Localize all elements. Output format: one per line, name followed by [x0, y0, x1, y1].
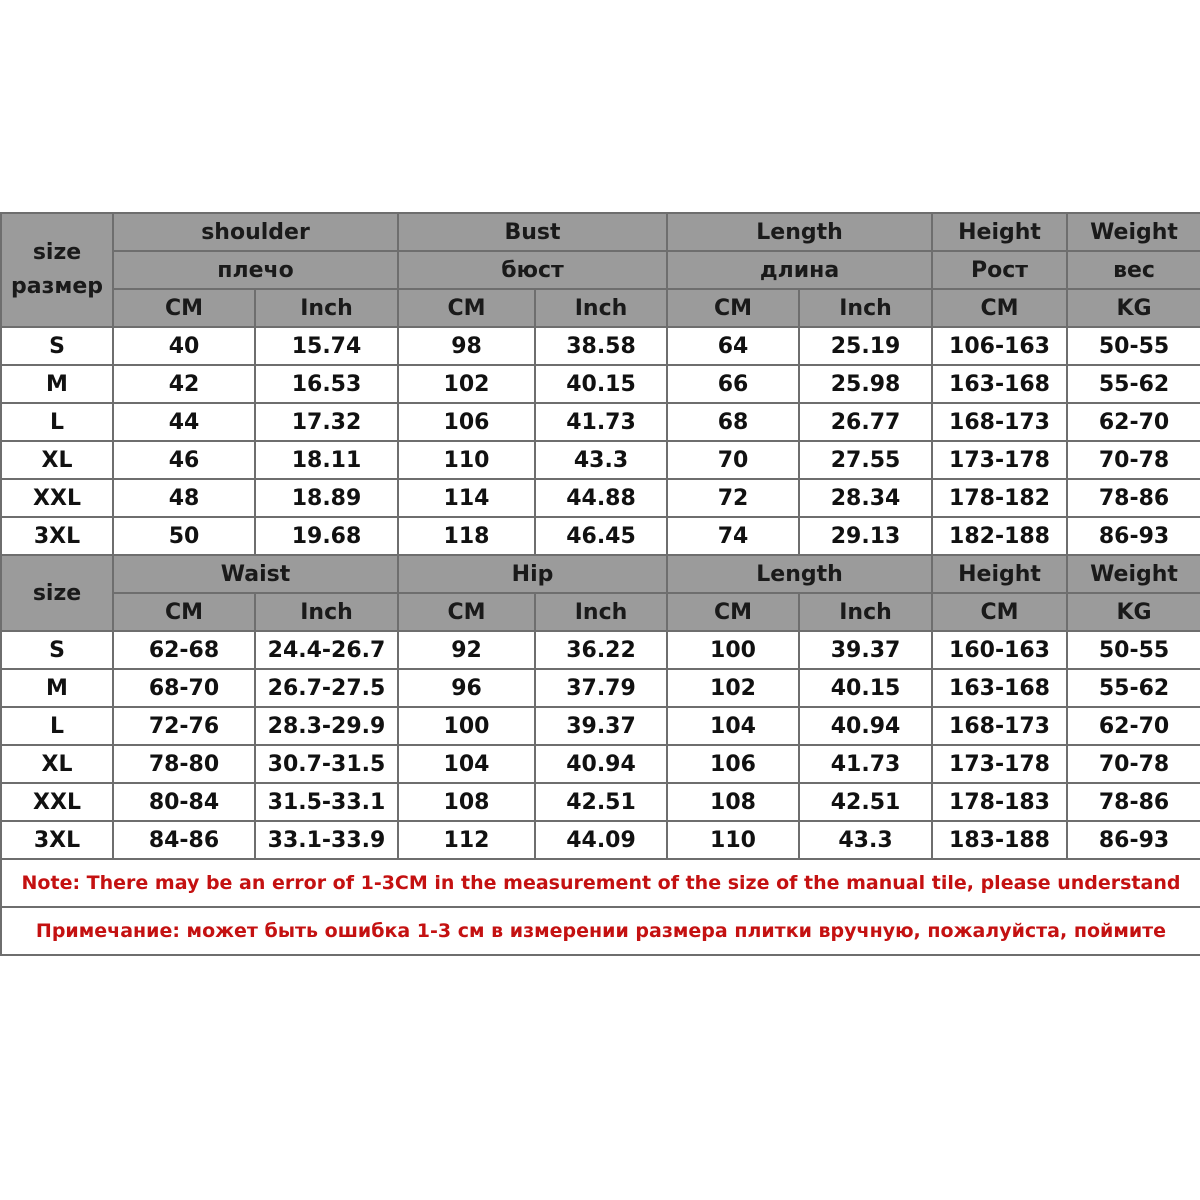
weight-header: Weight — [1067, 213, 1200, 251]
value-cell: 39.37 — [535, 707, 667, 745]
note-en-row — [1, 859, 1200, 907]
value-cell: 31.5-33.1 — [255, 783, 398, 821]
value-cell: 78-86 — [1067, 783, 1200, 821]
value-cell: 160-163 — [932, 631, 1067, 669]
value-cell: 28.3-29.9 — [255, 707, 398, 745]
value-cell: 104 — [398, 745, 535, 783]
note-ru: Примечание: может быть ошибка 1-3 см в измерении размера плитки вручную, пожалуйста, поймите — [1, 907, 1200, 955]
unit-header-cell: Inch — [799, 289, 932, 327]
value-cell: 72 — [667, 479, 799, 517]
value-cell: 78-80 — [113, 745, 255, 783]
value-cell: 168-173 — [932, 403, 1067, 441]
bust-header-ru: бюст — [398, 251, 667, 289]
value-cell: 16.53 — [255, 365, 398, 403]
table-row — [1, 669, 1200, 707]
value-cell: 70-78 — [1067, 441, 1200, 479]
table-row — [1, 517, 1200, 555]
value-cell: 25.98 — [799, 365, 932, 403]
value-cell: 68-70 — [113, 669, 255, 707]
table-row — [1, 745, 1200, 783]
value-cell: 36.22 — [535, 631, 667, 669]
value-cell: 50 — [113, 517, 255, 555]
value-cell: 108 — [667, 783, 799, 821]
table-row — [1, 365, 1200, 403]
value-cell: 110 — [398, 441, 535, 479]
value-cell: 96 — [398, 669, 535, 707]
value-cell: 33.1-33.9 — [255, 821, 398, 859]
length-header-ru: длина — [667, 251, 932, 289]
height-header: Height — [932, 213, 1067, 251]
size-cell: S — [1, 631, 113, 669]
unit-header-cell: CM — [932, 593, 1067, 631]
value-cell: 28.34 — [799, 479, 932, 517]
table-row — [1, 479, 1200, 517]
value-cell: 40.15 — [535, 365, 667, 403]
value-cell: 178-183 — [932, 783, 1067, 821]
shoulder-header-ru: плечо — [113, 251, 398, 289]
value-cell: 100 — [667, 631, 799, 669]
value-cell: 27.55 — [799, 441, 932, 479]
value-cell: 43.3 — [799, 821, 932, 859]
value-cell: 106 — [667, 745, 799, 783]
value-cell: 74 — [667, 517, 799, 555]
size-label-ru: размер — [10, 274, 104, 299]
table-row — [1, 327, 1200, 365]
value-cell: 80-84 — [113, 783, 255, 821]
unit-header-cell: KG — [1067, 593, 1200, 631]
note-ru-row — [1, 907, 1200, 955]
value-cell: 42 — [113, 365, 255, 403]
value-cell: 70 — [667, 441, 799, 479]
length-header: Length — [667, 213, 932, 251]
unit-header-cell: Inch — [255, 593, 398, 631]
value-cell: 163-168 — [932, 365, 1067, 403]
value-cell: 15.74 — [255, 327, 398, 365]
size-header-cell-2: size — [1, 555, 113, 631]
value-cell: 110 — [667, 821, 799, 859]
weight-header-2: Weight — [1067, 555, 1200, 593]
weight-header-ru: вес — [1067, 251, 1200, 289]
value-cell: 55-62 — [1067, 669, 1200, 707]
unit-header-cell: Inch — [535, 289, 667, 327]
value-cell: 108 — [398, 783, 535, 821]
size-cell: L — [1, 403, 113, 441]
value-cell: 106-163 — [932, 327, 1067, 365]
value-cell: 183-188 — [932, 821, 1067, 859]
unit-header-cell: CM — [932, 289, 1067, 327]
size-header-cell — [1, 213, 113, 327]
value-cell: 44 — [113, 403, 255, 441]
value-cell: 70-78 — [1067, 745, 1200, 783]
size-cell: 3XL — [1, 517, 113, 555]
value-cell: 50-55 — [1067, 631, 1200, 669]
value-cell: 78-86 — [1067, 479, 1200, 517]
value-cell: 46.45 — [535, 517, 667, 555]
unit-header-cell: Inch — [535, 593, 667, 631]
value-cell: 102 — [398, 365, 535, 403]
value-cell: 163-168 — [932, 669, 1067, 707]
value-cell: 44.09 — [535, 821, 667, 859]
unit-header-cell: CM — [398, 593, 535, 631]
table-row — [1, 403, 1200, 441]
table1-header-ru-row — [1, 251, 1200, 289]
size-cell: XL — [1, 441, 113, 479]
value-cell: 44.88 — [535, 479, 667, 517]
size-chart-table — [0, 212, 1200, 956]
value-cell: 30.7-31.5 — [255, 745, 398, 783]
table-row — [1, 821, 1200, 859]
value-cell: 18.11 — [255, 441, 398, 479]
value-cell: 26.7-27.5 — [255, 669, 398, 707]
value-cell: 112 — [398, 821, 535, 859]
unit-header-cell: Inch — [799, 593, 932, 631]
value-cell: 72-76 — [113, 707, 255, 745]
table1-body — [1, 327, 1200, 555]
value-cell: 38.58 — [535, 327, 667, 365]
value-cell: 62-70 — [1067, 707, 1200, 745]
value-cell: 37.79 — [535, 669, 667, 707]
unit-header-cell: CM — [667, 593, 799, 631]
table1-units-row — [1, 289, 1200, 327]
value-cell: 19.68 — [255, 517, 398, 555]
value-cell: 17.32 — [255, 403, 398, 441]
unit-header-cell: Inch — [255, 289, 398, 327]
size-cell: M — [1, 669, 113, 707]
value-cell: 18.89 — [255, 479, 398, 517]
value-cell: 104 — [667, 707, 799, 745]
size-cell: L — [1, 707, 113, 745]
unit-header-cell: CM — [113, 289, 255, 327]
hip-header: Hip — [398, 555, 667, 593]
table2-units-row — [1, 593, 1200, 631]
table-row — [1, 631, 1200, 669]
value-cell: 114 — [398, 479, 535, 517]
waist-header: Waist — [113, 555, 398, 593]
value-cell: 92 — [398, 631, 535, 669]
value-cell: 24.4-26.7 — [255, 631, 398, 669]
size-cell: M — [1, 365, 113, 403]
table-row — [1, 441, 1200, 479]
value-cell: 100 — [398, 707, 535, 745]
size-cell: XL — [1, 745, 113, 783]
value-cell: 84-86 — [113, 821, 255, 859]
value-cell: 178-182 — [932, 479, 1067, 517]
value-cell: 86-93 — [1067, 517, 1200, 555]
value-cell: 42.51 — [535, 783, 667, 821]
value-cell: 41.73 — [535, 403, 667, 441]
value-cell: 50-55 — [1067, 327, 1200, 365]
size-cell: XXL — [1, 479, 113, 517]
value-cell: 64 — [667, 327, 799, 365]
value-cell: 86-93 — [1067, 821, 1200, 859]
length-header-2: Length — [667, 555, 932, 593]
value-cell: 40 — [113, 327, 255, 365]
value-cell: 62-68 — [113, 631, 255, 669]
value-cell: 40.94 — [799, 707, 932, 745]
table-row — [1, 783, 1200, 821]
table2-body — [1, 631, 1200, 859]
unit-header-cell: CM — [113, 593, 255, 631]
value-cell: 62-70 — [1067, 403, 1200, 441]
value-cell: 40.94 — [535, 745, 667, 783]
value-cell: 182-188 — [932, 517, 1067, 555]
value-cell: 173-178 — [932, 441, 1067, 479]
value-cell: 106 — [398, 403, 535, 441]
value-cell: 41.73 — [799, 745, 932, 783]
size-label-en: size — [32, 240, 82, 265]
value-cell: 102 — [667, 669, 799, 707]
value-cell: 168-173 — [932, 707, 1067, 745]
height-header-2: Height — [932, 555, 1067, 593]
value-cell: 26.77 — [799, 403, 932, 441]
height-header-ru: Рост — [932, 251, 1067, 289]
value-cell: 48 — [113, 479, 255, 517]
unit-header-cell: KG — [1067, 289, 1200, 327]
value-cell: 173-178 — [932, 745, 1067, 783]
bust-header: Bust — [398, 213, 667, 251]
size-cell: 3XL — [1, 821, 113, 859]
value-cell: 46 — [113, 441, 255, 479]
value-cell: 42.51 — [799, 783, 932, 821]
value-cell: 25.19 — [799, 327, 932, 365]
note-en: Note: There may be an error of 1-3CM in the measurement of the size of the manual tile, please understand — [1, 859, 1200, 907]
value-cell: 43.3 — [535, 441, 667, 479]
value-cell: 68 — [667, 403, 799, 441]
unit-header-cell: CM — [398, 289, 535, 327]
value-cell: 39.37 — [799, 631, 932, 669]
value-cell: 40.15 — [799, 669, 932, 707]
value-cell: 55-62 — [1067, 365, 1200, 403]
table2-header-row — [1, 555, 1200, 593]
value-cell: 66 — [667, 365, 799, 403]
value-cell: 118 — [398, 517, 535, 555]
unit-header-cell: CM — [667, 289, 799, 327]
table1-header-en-row — [1, 213, 1200, 251]
shoulder-header: shoulder — [113, 213, 398, 251]
size-cell: XXL — [1, 783, 113, 821]
table-row — [1, 707, 1200, 745]
value-cell: 29.13 — [799, 517, 932, 555]
value-cell: 98 — [398, 327, 535, 365]
size-cell: S — [1, 327, 113, 365]
